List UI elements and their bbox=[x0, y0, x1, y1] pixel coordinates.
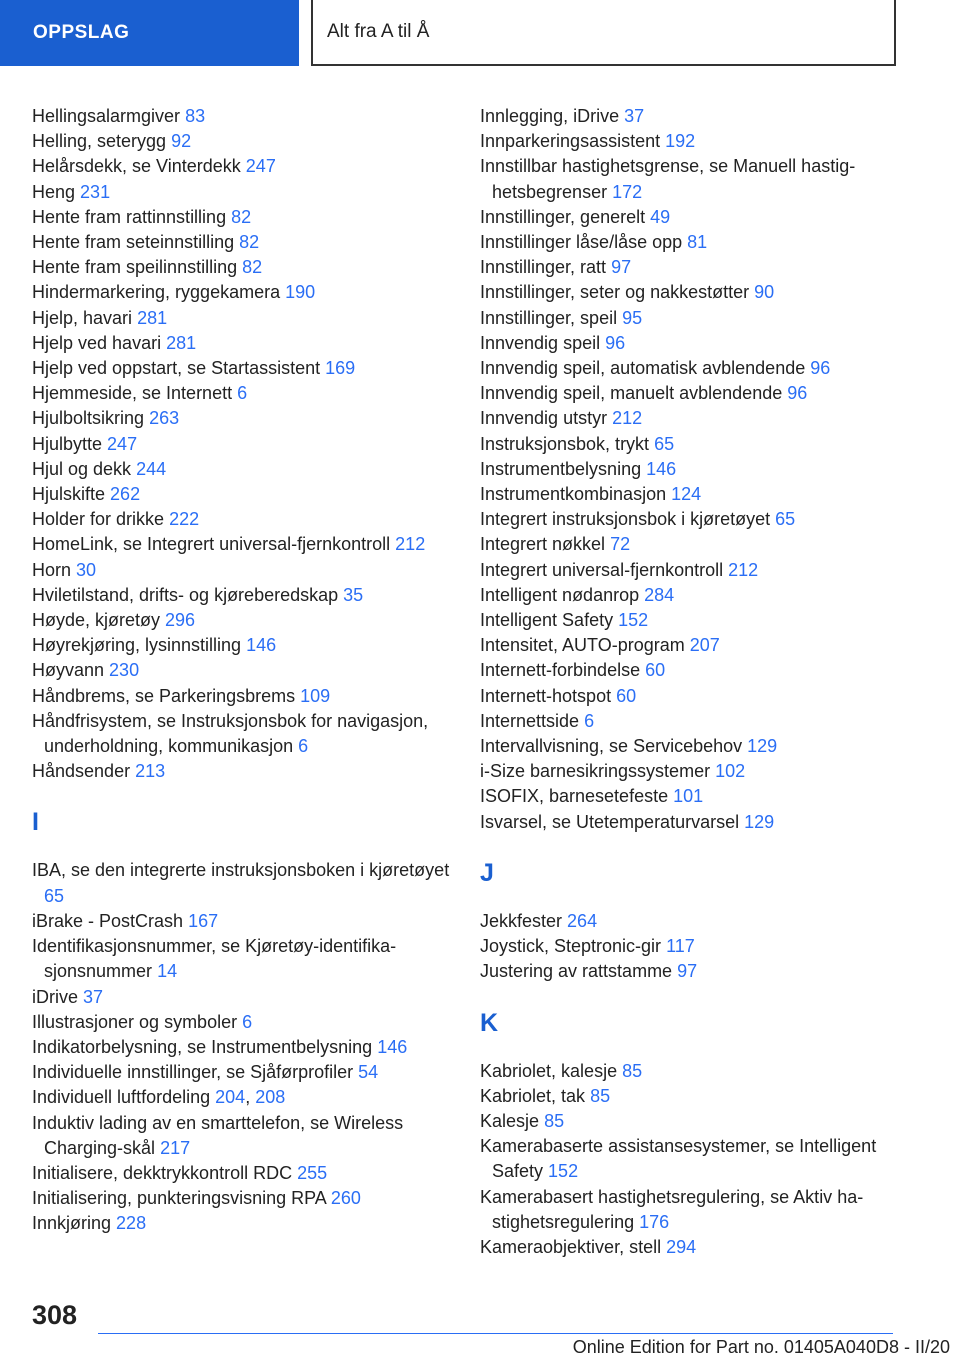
index-entry bbox=[480, 255, 900, 280]
index-term: Initialisering, punkteringsvisning RPA bbox=[32, 1188, 326, 1209]
index-term: i-Size barnesikringssystemer bbox=[480, 761, 711, 782]
index-term: Hjelp ved oppstart, se Startassistent bbox=[32, 358, 321, 379]
page-reference-link[interactable]: 212 bbox=[395, 534, 426, 555]
page-reference-link[interactable]: 222 bbox=[169, 509, 200, 530]
index-term: Hjulboltsikring bbox=[32, 408, 145, 429]
page-reference-link[interactable]: 37 bbox=[83, 986, 104, 1007]
index-entry bbox=[480, 1109, 900, 1134]
index-term: Høyrekjøring, lysinnstilling bbox=[32, 635, 242, 656]
page-reference-link[interactable]: 97 bbox=[611, 257, 632, 278]
index-entry bbox=[480, 457, 900, 482]
index-term: Innkjøring bbox=[32, 1213, 112, 1234]
index-entry bbox=[480, 684, 900, 709]
page-reference-link[interactable]: 96 bbox=[787, 383, 808, 404]
index-entry bbox=[480, 230, 900, 255]
index-entry bbox=[32, 381, 452, 406]
section-tab bbox=[0, 0, 299, 66]
page-reference-link[interactable]: 6 bbox=[584, 710, 595, 731]
page-reference-link[interactable]: 85 bbox=[622, 1060, 643, 1081]
index-entry bbox=[32, 858, 452, 908]
index-entry bbox=[32, 1211, 452, 1236]
page-reference-link[interactable]: 109 bbox=[300, 685, 331, 706]
index-entry bbox=[480, 306, 900, 331]
index-term: Innstillinger, ratt bbox=[480, 257, 607, 278]
index-entry bbox=[480, 784, 900, 809]
index-term: Innstillinger, speil bbox=[480, 307, 618, 328]
index-letter-heading: K bbox=[480, 1008, 499, 1037]
page-reference-link[interactable]: 228 bbox=[116, 1213, 147, 1234]
index-term: Hjelp ved havari bbox=[32, 332, 162, 353]
page-reference-link[interactable]: 146 bbox=[646, 458, 677, 479]
index-term: Intervallvisning, se Servicebehov bbox=[480, 736, 743, 757]
index-term: Håndfrisystem, se Instruksjonsbok for navigasjon, underholdning, kommunikasjon bbox=[32, 710, 429, 757]
page-reference-link[interactable]: 85 bbox=[544, 1110, 565, 1131]
index-term: Innparkeringsassistent bbox=[480, 131, 661, 152]
page-reference-link[interactable]: 281 bbox=[137, 307, 168, 328]
index-term: Håndsender bbox=[32, 761, 131, 782]
index-entry bbox=[32, 608, 452, 633]
index-entry bbox=[32, 255, 452, 280]
index-term: Joystick, Steptronic-gir bbox=[480, 936, 662, 957]
index-entry bbox=[32, 684, 452, 709]
page-reference-link[interactable]: 152 bbox=[618, 610, 649, 631]
page-reference-link[interactable]: 262 bbox=[110, 484, 141, 505]
index-term: Kamerabasert hastighetsregulering, se Aktiv hastighetsregulering bbox=[480, 1186, 864, 1232]
index-term: Holder for drikke bbox=[32, 509, 165, 530]
page-reference-link[interactable]: 192 bbox=[665, 131, 696, 152]
index-entry bbox=[480, 633, 900, 658]
index-entry bbox=[480, 810, 900, 835]
page-reference-link[interactable]: 14 bbox=[157, 961, 178, 982]
index-entry bbox=[480, 759, 900, 784]
index-entry bbox=[32, 985, 452, 1010]
page-reference-link[interactable]: 124 bbox=[671, 484, 702, 505]
page-reference-link[interactable]: 247 bbox=[245, 156, 276, 177]
index-entry bbox=[32, 104, 452, 129]
index-entry bbox=[480, 709, 900, 734]
index-entry bbox=[480, 558, 900, 583]
index-term: ISOFIX, barnesetefeste bbox=[480, 786, 669, 807]
index-column-left bbox=[32, 104, 452, 1237]
index-term: Innvendig speil, manuelt avblendende bbox=[480, 383, 783, 404]
page-reference-link[interactable]: 101 bbox=[673, 786, 704, 807]
index-entry bbox=[480, 432, 900, 457]
index-entry bbox=[32, 759, 452, 784]
index-entry bbox=[32, 558, 452, 583]
index-entry bbox=[32, 1161, 452, 1186]
page-reference-link[interactable]: 247 bbox=[107, 433, 138, 454]
index-entry bbox=[480, 934, 900, 959]
page-reference-link[interactable]: 129 bbox=[747, 736, 778, 757]
page-reference-link[interactable]: 231 bbox=[80, 181, 111, 202]
index-term: Innstillbar hastighetsgrense, se Manuell hastighetsbegrenser bbox=[480, 156, 856, 202]
page-reference-link[interactable]: 255 bbox=[297, 1162, 328, 1183]
index-term: Jekkfester bbox=[480, 910, 563, 931]
index-term: Helling, seterygg bbox=[32, 131, 167, 152]
page-reference-link[interactable]: 281 bbox=[166, 332, 197, 353]
index-entry bbox=[480, 1235, 900, 1260]
index-term: Innstillinger, seter og nakkestøtter bbox=[480, 282, 750, 303]
page-reference-link[interactable]: 264 bbox=[567, 910, 598, 931]
page-reference-link[interactable]: 217 bbox=[160, 1137, 191, 1158]
index-term: Integrert instruksjonsbok i kjøretøyet bbox=[480, 509, 771, 530]
index-term: Integrert nøkkel bbox=[480, 534, 606, 555]
page-reference-link[interactable]: 190 bbox=[285, 282, 316, 303]
index-term: Instrumentbelysning bbox=[480, 458, 642, 479]
index-entry bbox=[480, 1185, 900, 1235]
index-term: Isvarsel, se Utetemperaturvarsel bbox=[480, 811, 740, 832]
index-entry bbox=[480, 507, 900, 532]
index-entry bbox=[480, 1084, 900, 1109]
index-term: Hente fram speilinnstilling bbox=[32, 257, 238, 278]
index-term: Illustrasjoner og symboler bbox=[32, 1011, 238, 1032]
index-term: Hente fram rattinnstilling bbox=[32, 206, 227, 227]
index-term: IBA, se den integrerte instruksjonsboken i kjøretøyet bbox=[32, 860, 450, 881]
index-entry bbox=[480, 205, 900, 230]
index-entry bbox=[32, 180, 452, 205]
index-entry bbox=[32, 482, 452, 507]
index-term: Instruksjonsbok, trykt bbox=[480, 433, 650, 454]
index-entry: Individuell luftfordeling 204, 208 bbox=[32, 1087, 286, 1108]
page-reference-link[interactable]: 54 bbox=[358, 1062, 379, 1083]
index-term: Hjul og dekk bbox=[32, 458, 132, 479]
section-title: OPPSLAG bbox=[33, 22, 130, 43]
index-entry bbox=[480, 280, 900, 305]
index-term: Individuelle innstillinger, se Sjåførprofiler bbox=[32, 1062, 354, 1083]
index-entry bbox=[32, 230, 452, 255]
index-entry bbox=[480, 532, 900, 557]
index-entry bbox=[480, 104, 900, 129]
index-entry bbox=[32, 633, 452, 658]
index-entry bbox=[480, 331, 900, 356]
index-term: Hellingsalarmgiver bbox=[32, 106, 181, 126]
page-reference-link[interactable]: 167 bbox=[188, 910, 219, 931]
index-term: Høyvann bbox=[32, 660, 105, 681]
index-entry bbox=[480, 1134, 900, 1184]
page-reference-link[interactable]: 95 bbox=[622, 307, 643, 328]
index-term: Intelligent Safety bbox=[480, 610, 614, 631]
footer-divider bbox=[98, 1333, 893, 1334]
index-letter-heading: I bbox=[32, 808, 39, 837]
index-entry bbox=[32, 1111, 452, 1161]
index-term: Internett-forbindelse bbox=[480, 660, 641, 681]
index-term: Induktiv lading av en smarttelefon, se Wireless Charging-skål bbox=[32, 1112, 404, 1158]
page-reference-link[interactable]: 96 bbox=[605, 332, 626, 353]
page-reference-link[interactable]: 284 bbox=[644, 584, 675, 605]
page-reference-link[interactable]: 204 bbox=[215, 1087, 246, 1108]
page-reference-link[interactable]: 176 bbox=[639, 1211, 670, 1232]
page-reference-link[interactable]: 92 bbox=[171, 131, 192, 152]
index-term: Innvendig speil, automatisk avblendende bbox=[480, 358, 806, 379]
index-entry bbox=[32, 356, 452, 381]
index-entry bbox=[32, 306, 452, 331]
page-reference-link[interactable]: 65 bbox=[44, 885, 65, 906]
index-entry bbox=[32, 909, 452, 934]
page-reference-link[interactable]: 82 bbox=[242, 257, 263, 278]
index-entry bbox=[32, 331, 452, 356]
index-term: Internettside bbox=[480, 710, 580, 731]
index-term: Hviletilstand, drifts- og kjøreberedskap bbox=[32, 584, 339, 605]
page-reference-link[interactable]: 35 bbox=[343, 584, 364, 605]
page-reference-link[interactable]: 83 bbox=[185, 106, 206, 126]
page-reference-link[interactable]: 102 bbox=[715, 761, 746, 782]
index-term: Kameraobjektiver, stell bbox=[480, 1236, 662, 1257]
index-term: iDrive bbox=[32, 986, 79, 1007]
page-reference-link[interactable]: 6 bbox=[298, 736, 309, 757]
page-reference-link[interactable]: 146 bbox=[246, 635, 277, 656]
index-term: Innstillinger, generelt bbox=[480, 206, 646, 227]
page-reference-link[interactable]: 207 bbox=[689, 635, 720, 656]
index-letter-heading: J bbox=[480, 858, 494, 887]
page-reference-link[interactable]: 81 bbox=[687, 232, 708, 253]
index-entry bbox=[480, 959, 900, 984]
index-term: Hjemmeside, se Internett bbox=[32, 383, 233, 404]
index-term: Kabriolet, kalesje bbox=[480, 1060, 618, 1081]
index-entry bbox=[480, 734, 900, 759]
index-term: Høyde, kjøretøy bbox=[32, 610, 161, 631]
index-entry bbox=[480, 482, 900, 507]
page-reference-link[interactable]: 146 bbox=[377, 1036, 408, 1057]
index-entry bbox=[32, 583, 452, 608]
page-reference-link[interactable]: 172 bbox=[612, 181, 643, 202]
index-entry bbox=[480, 1059, 900, 1084]
page-reference-link[interactable]: 230 bbox=[109, 660, 140, 681]
index-entry bbox=[32, 507, 452, 532]
index-entry bbox=[32, 406, 452, 431]
index-entry bbox=[32, 1010, 452, 1035]
index-term: Individuell luftfordeling bbox=[32, 1087, 211, 1108]
page-reference-link[interactable]: 294 bbox=[666, 1236, 697, 1257]
index-entry bbox=[480, 608, 900, 633]
index-entry bbox=[32, 532, 452, 557]
index-entry bbox=[32, 934, 452, 984]
index-term: Instrumentkombinasjon bbox=[480, 484, 667, 505]
index-term: Intelligent nødanrop bbox=[480, 584, 640, 605]
page-reference-link[interactable]: 213 bbox=[135, 761, 166, 782]
index-entry bbox=[480, 381, 900, 406]
index-entry bbox=[32, 1186, 452, 1211]
index-term: Justering av rattstamme bbox=[480, 961, 673, 982]
index-term: Innlegging, iDrive bbox=[480, 106, 620, 126]
index-entry bbox=[32, 658, 452, 683]
index-term: Intensitet, AUTO-program bbox=[480, 635, 685, 656]
index-term: Kabriolet, tak bbox=[480, 1085, 586, 1106]
index-term: Indikatorbelysning, se Instrumentbelysning bbox=[32, 1036, 373, 1057]
page-reference-link[interactable]: 60 bbox=[645, 660, 666, 681]
page-reference-link[interactable]: 65 bbox=[775, 509, 796, 530]
index-term: Integrert universal-fjernkontroll bbox=[480, 559, 724, 580]
page-reference-link[interactable]: 244 bbox=[136, 458, 167, 479]
page-reference-link[interactable]: 260 bbox=[330, 1188, 361, 1209]
index-term: Kamerabaserte assistansesystemer, se Intelligent Safety bbox=[480, 1136, 877, 1182]
index-term: Heng bbox=[32, 181, 76, 202]
page-reference-link[interactable]: 208 bbox=[255, 1087, 286, 1108]
index-term: Hjulbytte bbox=[32, 433, 103, 454]
index-entry bbox=[480, 356, 900, 381]
index-term: HomeLink, se Integrert universal-fjernkontroll bbox=[32, 534, 391, 555]
index-entry bbox=[480, 406, 900, 431]
index-term: Hjelp, havari bbox=[32, 307, 133, 328]
index-entry bbox=[32, 709, 452, 759]
index-entry bbox=[32, 457, 452, 482]
page-reference-link[interactable]: 60 bbox=[616, 685, 637, 706]
index-term: Hjulskifte bbox=[32, 484, 106, 505]
index-entry bbox=[480, 154, 900, 204]
index-term: Internett-hotspot bbox=[480, 685, 612, 706]
page-reference-link[interactable]: 72 bbox=[610, 534, 631, 555]
chapter-title: Alt fra A til Å bbox=[327, 21, 430, 42]
index-entry bbox=[32, 1035, 452, 1060]
page-reference-link[interactable]: 117 bbox=[666, 936, 695, 957]
page-reference-link[interactable]: 65 bbox=[654, 433, 675, 454]
index-term: Hindermarkering, ryggekamera bbox=[32, 282, 281, 303]
page-reference-link[interactable]: 90 bbox=[754, 282, 775, 303]
index-term: Horn bbox=[32, 559, 72, 580]
index-term: Helårsdekk, se Vinterdekk bbox=[32, 156, 241, 177]
index-entry bbox=[480, 129, 900, 154]
page-reference-link[interactable]: 97 bbox=[677, 961, 698, 982]
page-reference-link[interactable]: 263 bbox=[149, 408, 180, 429]
page-reference-link[interactable]: 169 bbox=[325, 358, 356, 379]
page-reference-link[interactable]: 85 bbox=[590, 1085, 611, 1106]
page-reference-link[interactable]: 6 bbox=[237, 383, 248, 404]
index-entry bbox=[32, 1060, 452, 1085]
page-reference-link[interactable]: 212 bbox=[612, 408, 643, 429]
page-number: 308 bbox=[32, 1300, 78, 1330]
index-entry bbox=[32, 205, 452, 230]
index-term: Hente fram seteinnstilling bbox=[32, 232, 235, 253]
index-term: Håndbrems, se Parkeringsbrems bbox=[32, 685, 296, 706]
index-term: Kalesje bbox=[480, 1110, 540, 1131]
page-reference-link[interactable]: 129 bbox=[744, 811, 775, 832]
page-reference-link[interactable]: 82 bbox=[231, 206, 252, 227]
index-entry bbox=[480, 909, 900, 934]
page-reference-link[interactable]: 82 bbox=[239, 232, 260, 253]
index-term: Identifikasjonsnummer, se Kjøretøy-identifikasjonsnummer bbox=[32, 936, 397, 982]
index-term: Initialisere, dekktrykkontroll RDC bbox=[32, 1162, 293, 1183]
page-reference-link[interactable]: 49 bbox=[650, 206, 671, 227]
chapter-header bbox=[311, 0, 896, 66]
index-entry bbox=[32, 129, 452, 154]
page-reference-link[interactable]: 6 bbox=[242, 1011, 253, 1032]
index-entry bbox=[32, 154, 452, 179]
index-term: iBrake - PostCrash bbox=[32, 910, 184, 931]
index-entry bbox=[32, 432, 452, 457]
page-reference-link[interactable]: 96 bbox=[810, 358, 831, 379]
index-entry bbox=[32, 280, 452, 305]
page-reference-link[interactable]: 296 bbox=[165, 610, 196, 631]
index-term: Innvendig utstyr bbox=[480, 408, 608, 429]
page-reference-link[interactable]: 30 bbox=[76, 559, 97, 580]
index-column-right bbox=[480, 104, 900, 1260]
page-reference-link[interactable]: 212 bbox=[728, 559, 759, 580]
page-reference-link[interactable]: 152 bbox=[548, 1161, 579, 1182]
page-reference-link[interactable]: 37 bbox=[624, 106, 645, 126]
index-entry bbox=[480, 658, 900, 683]
footer-edition: Online Edition for Part no. 01405A040D8 - II/20 bbox=[572, 1337, 950, 1357]
index-entry bbox=[480, 583, 900, 608]
index-term: Innvendig speil bbox=[480, 332, 601, 353]
index-term: Innstillinger låse/låse opp bbox=[480, 232, 683, 253]
